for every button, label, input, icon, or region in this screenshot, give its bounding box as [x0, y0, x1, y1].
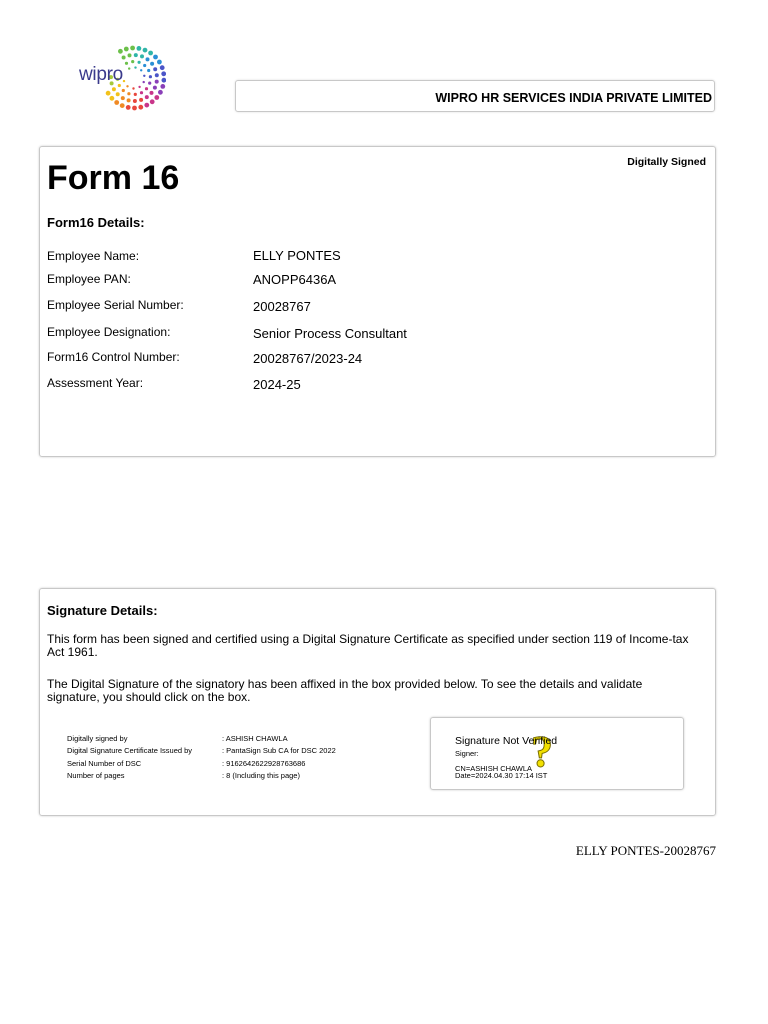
- assessment-year-label: Assessment Year:: [47, 376, 144, 390]
- logo-dot: [132, 87, 134, 89]
- form-title: Form 16: [47, 159, 180, 197]
- assessment-year-value: 2024-25: [253, 377, 301, 392]
- logo-dot: [127, 98, 131, 102]
- logo-dot: [154, 95, 159, 100]
- logo-dot: [150, 91, 154, 95]
- logo-dot: [134, 53, 138, 57]
- company-name: WIPRO HR SERVICES INDIA PRIVATE LIMITED: [435, 91, 712, 105]
- logo-dot: [143, 64, 146, 67]
- signer-label: Signer:: [455, 749, 479, 758]
- logo-dot: [124, 47, 129, 52]
- signed-by-label: Digitally signed by: [67, 734, 128, 743]
- signature-date: Date=2024.04.30 17:14 IST: [455, 771, 548, 780]
- company-header: [235, 80, 715, 112]
- logo-dot: [139, 98, 143, 102]
- logo-dot: [140, 54, 144, 58]
- signature-paragraph-1: This form has been signed and certified using a Digital Signature Certificate as specified under section 119 of Income-tax Act 1961.: [47, 632, 689, 659]
- logo-dot: [161, 71, 166, 76]
- signature-panel: [39, 588, 716, 816]
- dsc-serial-label: Serial Number of DSC: [67, 759, 142, 768]
- form16-panel: [39, 146, 716, 457]
- logo-dot: [134, 66, 136, 68]
- signer-cn: CN=ASHISH CHAWLA: [455, 764, 533, 773]
- logo-dot: [137, 46, 142, 51]
- logo-dot: [149, 75, 152, 78]
- logo-dot: [121, 96, 125, 100]
- logo-dot: [110, 96, 115, 101]
- logo-dot: [122, 56, 126, 60]
- logo-dot: [144, 103, 149, 108]
- logo-dot: [143, 81, 145, 83]
- logo-dot: [118, 49, 123, 54]
- signed-by-value: : ASHISH CHAWLA: [222, 734, 288, 743]
- logo-dot: [126, 85, 128, 87]
- employee-serial-label: Employee Serial Number:: [47, 298, 184, 312]
- issued-by-value: : PantaSign Sub CA for DSC 2022: [222, 746, 336, 755]
- control-number-label: Form16 Control Number:: [47, 350, 180, 364]
- question-mark-icon: ?: [531, 727, 553, 776]
- logo-dot: [138, 86, 140, 88]
- logo-dot: [150, 99, 155, 104]
- logo-dot: [155, 73, 159, 77]
- logo-dot: [131, 60, 134, 63]
- logo-dot: [122, 89, 125, 92]
- logo-dot: [138, 105, 143, 110]
- logo-dot: [130, 46, 135, 51]
- wipro-logo: [76, 44, 166, 112]
- signature-validation-box[interactable]: [430, 717, 684, 790]
- logo-dot: [160, 84, 165, 89]
- logo-dot: [157, 60, 162, 65]
- signature-status: Signature Not Verified: [455, 735, 558, 747]
- employee-name-value: ELLY PONTES: [253, 248, 341, 263]
- logo-dot: [133, 99, 137, 103]
- logo-dot: [114, 100, 119, 105]
- logo-dot: [123, 80, 125, 82]
- employee-pan-label: Employee PAN:: [47, 272, 131, 286]
- logo-dot: [150, 62, 154, 66]
- employee-designation-label: Employee Designation:: [47, 325, 171, 339]
- signature-paragraph-2: The Digital Signature of the signatory has been affixed in the box provided below. To see the details and validate signature, you should click on the box.: [47, 677, 643, 704]
- dsc-serial-value: : 9162642622928763686: [222, 759, 306, 768]
- employee-designation-value: Senior Process Consultant: [253, 326, 407, 341]
- logo-dot: [138, 61, 141, 64]
- logo-dot: [132, 106, 137, 111]
- issued-by-label: Digital Signature Certificate Issued by: [67, 746, 193, 755]
- logo-dot: [127, 92, 130, 95]
- logo-dot: [155, 80, 159, 84]
- logo-dot: [153, 55, 158, 60]
- logo-dot: [126, 105, 131, 110]
- logo-dot: [160, 65, 165, 70]
- logo-dot: [153, 67, 157, 71]
- logo-dot: [148, 51, 153, 56]
- pages-value: : 8 (Including this page): [222, 771, 300, 780]
- logo-dot: [158, 90, 163, 95]
- logo-dot: [162, 78, 167, 83]
- logo-dot: [140, 91, 143, 94]
- logo-dot: [125, 62, 128, 65]
- logo-dot: [106, 91, 111, 96]
- pages-label: Number of pages: [67, 771, 125, 780]
- logo-dot: [128, 67, 130, 69]
- logo-dot: [143, 48, 148, 53]
- logo-dot: [148, 82, 151, 85]
- footer-employee-id: ELLY PONTES-20028767: [575, 843, 716, 858]
- employee-pan-value: ANOPP6436A: [253, 272, 337, 287]
- logo-dot: [140, 69, 142, 71]
- logo-dot: [153, 86, 157, 90]
- logo-dot: [120, 103, 125, 108]
- digitally-signed-label: Digitally Signed: [627, 156, 706, 168]
- logo-dot: [146, 57, 150, 61]
- logo-dot: [128, 53, 132, 57]
- form16-details-heading: Form16 Details:: [47, 215, 145, 230]
- logo-dot: [143, 75, 145, 77]
- control-number-value: 20028767/2023-24: [253, 351, 363, 366]
- logo-dot: [116, 92, 120, 96]
- logo-dot: [134, 93, 137, 96]
- logo-dot: [145, 95, 149, 99]
- logo-dot: [112, 87, 116, 91]
- logo-dot: [147, 69, 150, 72]
- employee-name-label: Employee Name:: [47, 249, 140, 263]
- logo-dot: [145, 87, 148, 90]
- employee-serial-value: 20028767: [253, 299, 311, 314]
- signature-details-heading: Signature Details:: [47, 603, 158, 618]
- logo-text: wipro: [79, 64, 123, 85]
